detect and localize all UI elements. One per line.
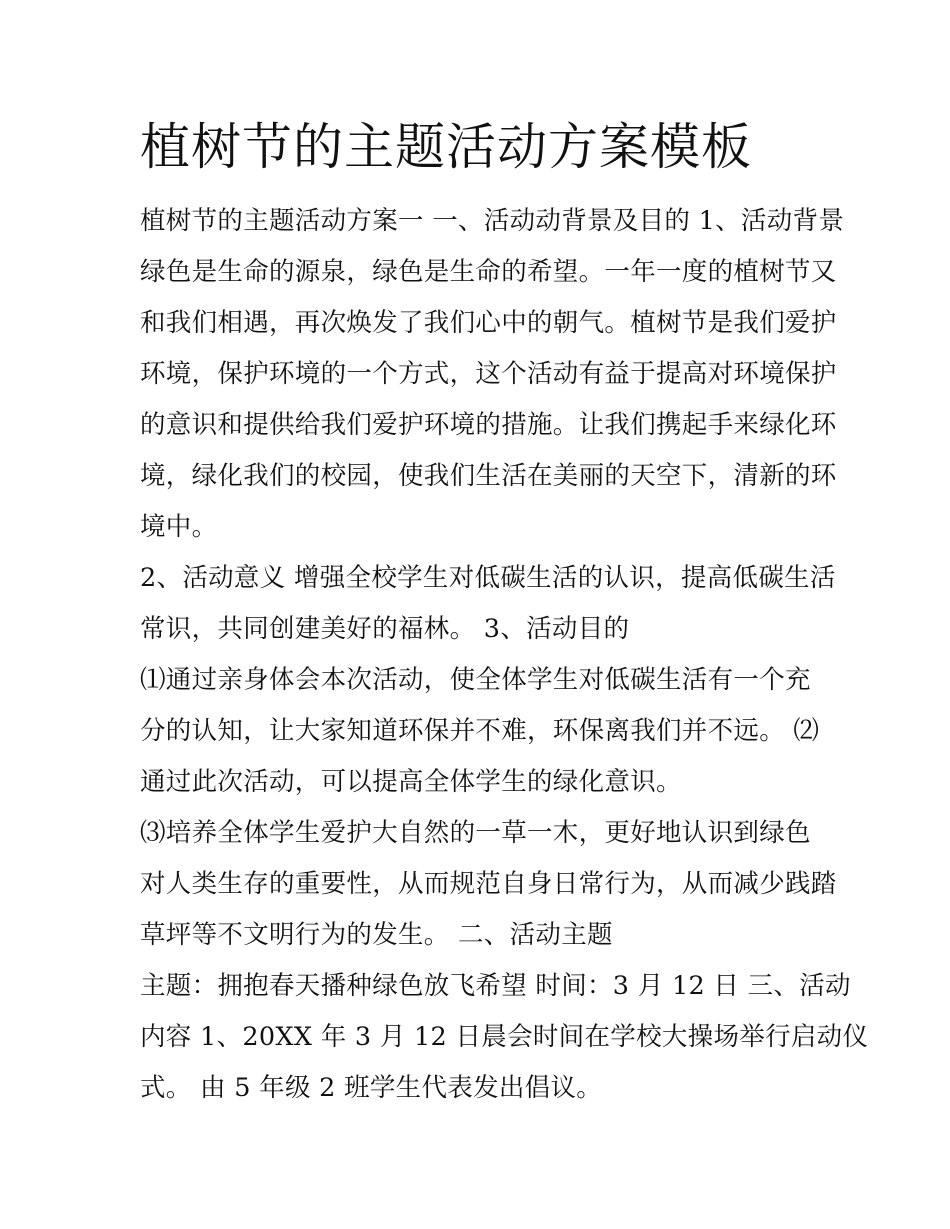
body-line: 2、活动意义 增强全校学生对低碳生活的认识，提高低碳生活 (140, 563, 836, 593)
body-line: 绿色是生命的源泉，绿色是生命的希望。一年一度的植树节又 (140, 257, 837, 287)
body-line: 植树节的主题活动方案一 一、活动动背景及目的 1、活动背景 (140, 206, 845, 236)
body-line: 内容 1、20XX 年 3 月 12 日晨会时间在学校大操场举行启动仪 (140, 1022, 869, 1052)
body-line: 草坪等不文明行为的发生。 二、活动主题 (140, 920, 613, 950)
body-line: ⑴通过亲身体会本次活动，使全体学生对低碳生活有一个充 (140, 665, 811, 695)
body-line: ⑶培养全体学生爱护大自然的一草一木，更好地认识到绿色 (140, 818, 811, 848)
body-line: 境，绿化我们的校园，使我们生活在美丽的天空下，清新的环 (140, 461, 837, 491)
body-line: 通过此次活动，可以提高全体学生的绿化意识。 (140, 767, 682, 797)
body-line: 对人类生存的重要性，从而规范自身日常行为，从而减少践踏 (140, 869, 837, 899)
body-line: 式。 由 5 年级 2 班学生代表发出倡议。 (140, 1073, 603, 1103)
body-line: 分的认知，让大家知道环保并不难，环保离我们并不远。 ⑵ (140, 716, 820, 746)
body-line: 的意识和提供给我们爱护环境的措施。让我们携起手来绿化环 (140, 410, 837, 440)
body-line: 常识，共同创建美好的福林。 3、活动目的 (140, 614, 630, 644)
body-line: 和我们相遇，再次焕发了我们心中的朝气。植树节是我们爱护 (140, 308, 837, 338)
body-line: 主题：拥抱春天播种绿色放飞希望 时间：3 月 12 日 三、活动 (140, 971, 851, 1001)
document-title: 植树节的主题活动方案模板 (140, 118, 752, 176)
body-line: 环境，保护环境的一个方式，这个活动有益于提高对环境保护 (140, 359, 837, 389)
document-body (140, 196, 869, 1114)
body-line: 境中。 (140, 512, 218, 542)
